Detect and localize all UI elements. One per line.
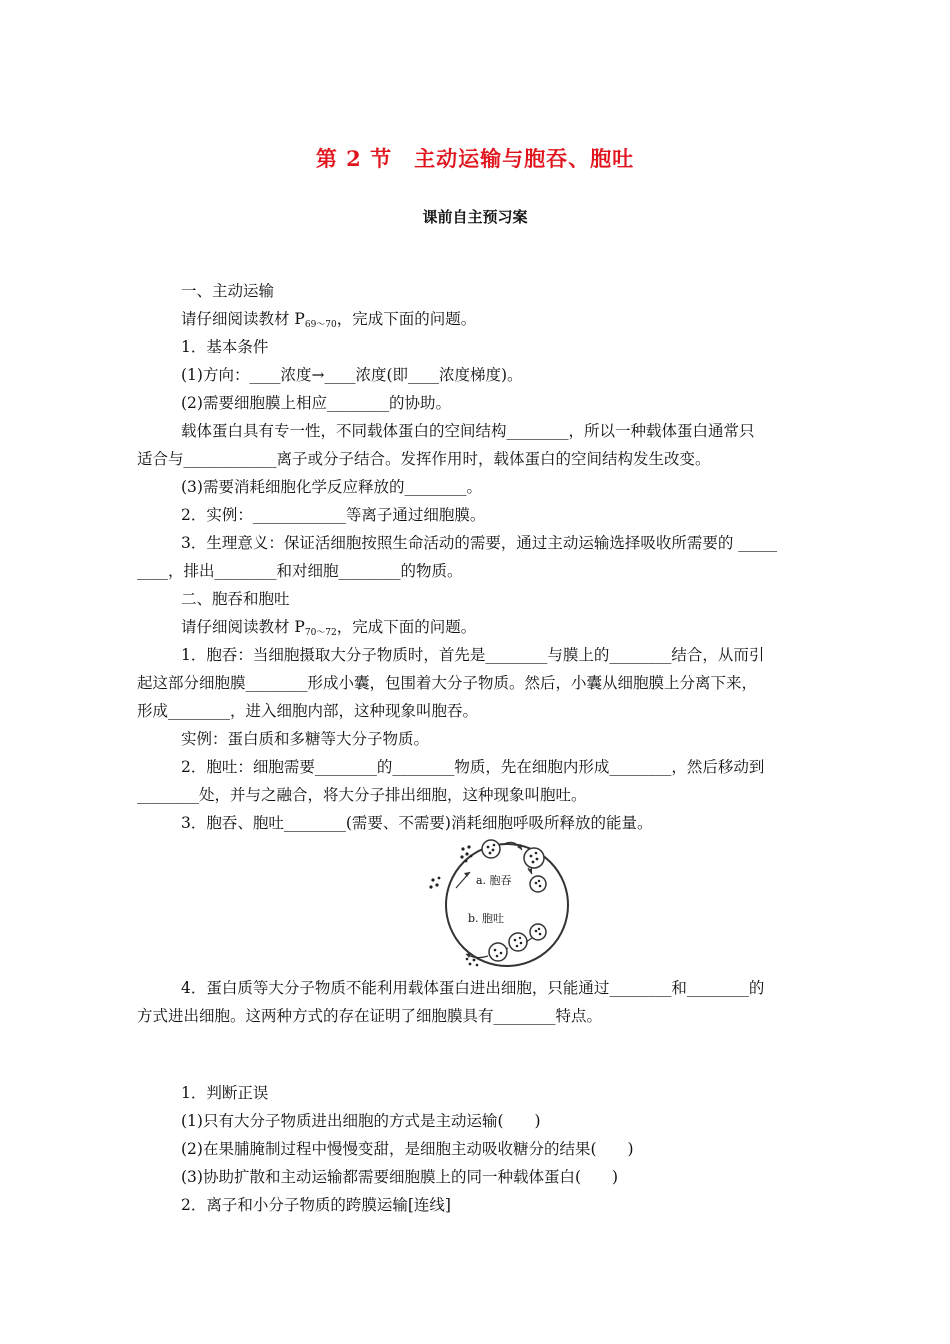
significance-line-1: 3．生理意义：保证活细胞按照生命活动的需要，通过主动运输选择吸收所需要的 _____	[181, 534, 778, 552]
significance-line-2: ____，排出________和对细胞________的物质。	[137, 562, 463, 580]
specificity-line-1: 载体蛋白具有专一性，不同载体蛋白的空间结构________，所以一种载体蛋白通常只	[181, 422, 755, 440]
macromolecule-line-1: 4．蛋白质等大分子物质不能利用载体蛋白进出细胞，只能通过________和________的	[181, 979, 765, 997]
energy-question-line: 3．胞吞、胞吐________(需要、不需要)消耗细胞呼吸所释放的能量。	[181, 814, 653, 832]
carrier-protein-line: (2)需要细胞膜上相应________的协助。	[181, 394, 451, 412]
read-textbook-line: 请仔细阅读教材 $P_{69\sim 70}$，完成下面的问题。	[181, 310, 477, 330]
page-range: 69～70	[304, 320, 337, 330]
page-range-2: 70～72	[304, 628, 337, 638]
exocytic-vesicle-2	[509, 933, 527, 951]
heading-active-transport: 一、主动运输	[181, 282, 275, 300]
basic-conditions-heading: 1．基本条件	[181, 338, 269, 356]
label-exocytosis: b. 胞吐	[468, 912, 505, 925]
tf-item-2: (2)在果脯腌制过程中慢慢变甜，是细胞主动吸收糖分的结果( )	[181, 1140, 634, 1158]
forming-vesicle	[482, 840, 500, 858]
example-line: 2．实例：____________等离子通过细胞膜。	[181, 506, 486, 524]
endocytic-vesicle-1	[524, 848, 544, 868]
section-subtitle: 课前自主预习案	[422, 208, 528, 226]
page-title: 第 2 节 主动运输与胞吞、胞吐	[315, 146, 635, 171]
released-particles	[466, 958, 479, 967]
endocytosis-line-2: 起这部分细胞膜________形成小囊，包围着大分子物质。然后，小囊从细胞膜上分离下来，	[137, 674, 758, 692]
endocytosis-exocytosis-diagram	[418, 836, 578, 970]
cell-membrane	[446, 844, 568, 966]
exocytosis-line-2: ________处，并与之融合，将大分子排出细胞，这种现象叫胞吐。	[137, 786, 587, 804]
endocytic-vesicle-2	[530, 876, 546, 892]
macromolecule-line-2: 方式进出细胞。这两种方式的存在证明了细胞膜具有________特点。	[137, 1007, 603, 1025]
endocytosis-example: 实例：蛋白质和多糖等大分子物质。	[181, 730, 430, 748]
matching-heading: 2．离子和小分子物质的跨膜运输[连线]	[181, 1196, 451, 1214]
fusing-vesicle	[489, 943, 507, 961]
direction-line: (1)方向：____浓度→____浓度(即____浓度梯度)。	[181, 366, 523, 384]
exocytosis-line-1: 2．胞吐：细胞需要________的________物质，先在细胞内形成________，然后移动到	[181, 758, 765, 776]
heading-endo-exocytosis: 二、胞吞和胞吐	[181, 590, 290, 608]
endocytosis-line-3: 形成________，进入细胞内部，这种现象叫胞吞。	[137, 702, 479, 720]
label-endocytosis: a. 胞吞	[476, 874, 512, 887]
exocytic-vesicle-1	[530, 924, 546, 940]
endocytosis-line-1: 1．胞吞：当细胞摄取大分子物质时，首先是________与膜上的________结合，从而引	[181, 646, 765, 664]
tf-item-3: (3)协助扩散和主动运输都需要细胞膜上的同一种载体蛋白( )	[181, 1168, 619, 1186]
specificity-line-2: 适合与____________离子或分子结合。发挥作用时，载体蛋白的空间结构发生改变。	[137, 450, 711, 468]
true-false-heading: 1．判断正误	[181, 1084, 269, 1102]
energy-line: (3)需要消耗细胞化学反应释放的________。	[181, 478, 482, 496]
tf-item-1: (1)只有大分子物质进出细胞的方式是主动运输( )	[181, 1112, 541, 1130]
read-textbook-line-2: 请仔细阅读教材 $P_{70\sim 72}$，完成下面的问题。	[181, 618, 477, 638]
